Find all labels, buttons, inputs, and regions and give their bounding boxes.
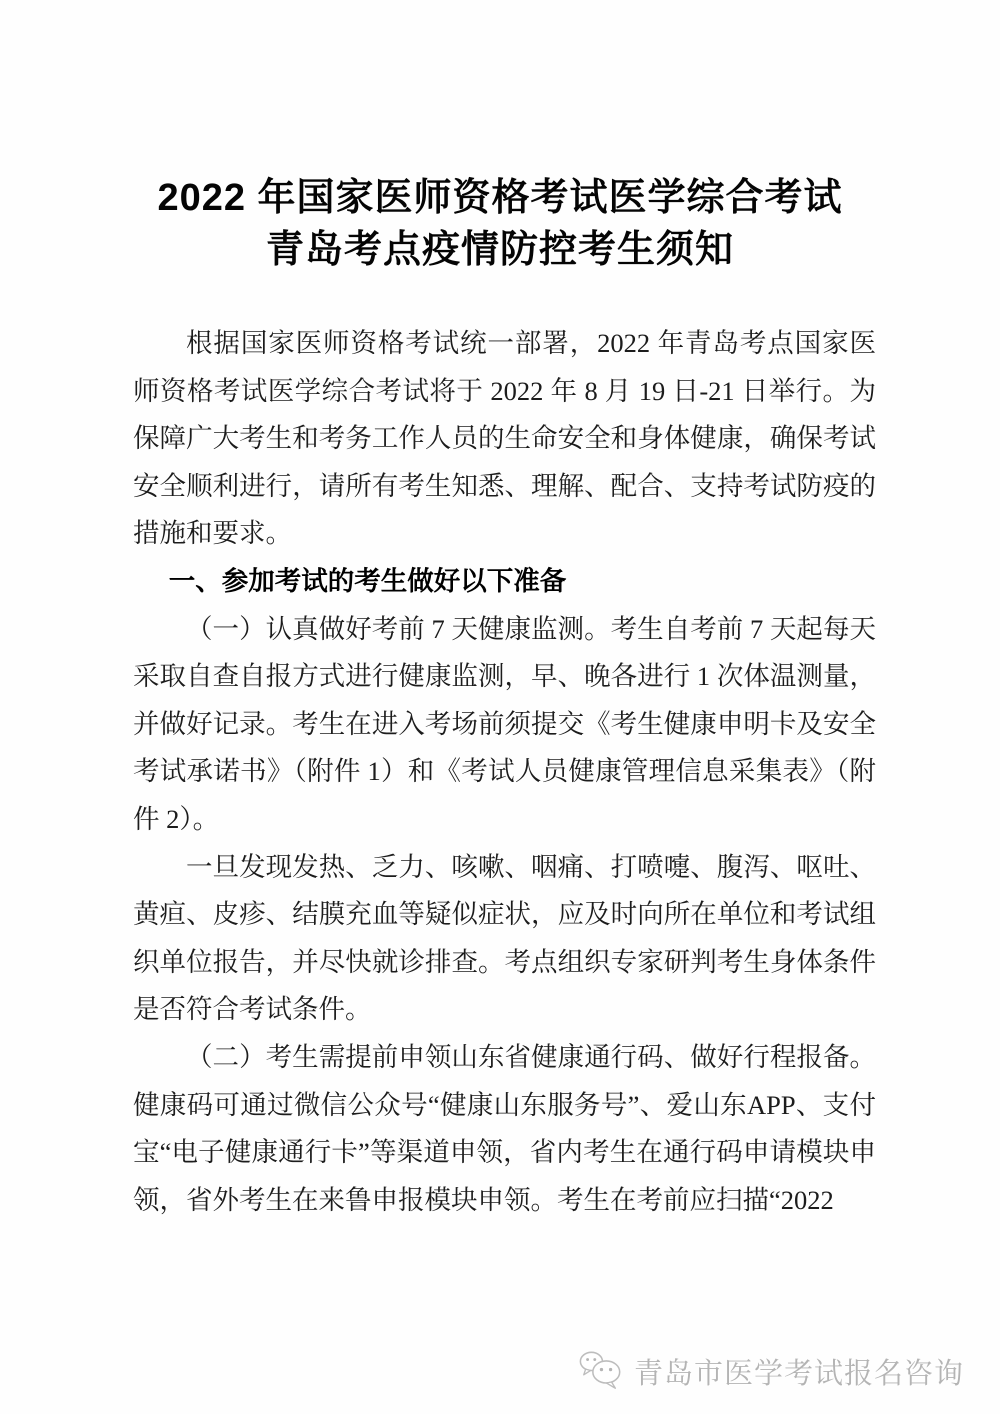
- section-heading-1: 一、参加考试的考生做好以下准备: [168, 565, 567, 596]
- paragraph-item-1-health-monitoring: （一）认真做好考前 7 天健康监测。考生自考前 7 天起每天采取自查自报方式进行健康监测，早、晚各进行 1 次体温测量，并做好记录。考生在进入考场前须提交《考生健康申明卡及安全考试承诺书》（附件 1）和《考试人员健康管理信息采集表》（附件 2）。: [133, 613, 876, 834]
- wechat-icon: [578, 1348, 624, 1394]
- watermark-label: 青岛市医学考试报名咨询: [633, 1357, 964, 1390]
- title-line-1: 2022 年国家医师资格考试医学综合考试: [157, 177, 843, 219]
- paragraph-symptom-reporting: 一旦发现发热、乏力、咳嗽、咽痛、打喷嚏、腹泻、呕吐、黄疸、皮疹、结膜充血等疑似症状，应及时向所在单位和考试组织单位报告，并尽快就诊排查。考点组织专家研判考生身体条件是否符合考试条件。: [133, 851, 876, 1025]
- watermark-footer: [578, 1346, 964, 1396]
- paragraph-intro: 根据国家医师资格考试统一部署，2022 年青岛考点国家医师资格考试医学综合考试将于 2022 年 8 月 19 日-21 日举行。为保障广大考生和考务工作人员的生命安全和身体健康，确保考试安全顺利进行，请所有考生知悉、理解、配合、支持考试防疫的措施和要求。: [133, 328, 876, 549]
- document-body: [133, 320, 876, 1224]
- paragraph-item-2-health-code: （二）考生需提前申领山东省健康通行码、做好行程报备。健康码可通过微信公众号“健康山东服务号”、爱山东APP、支付宝“电子健康通行卡”等渠道申领，省内考生在通行码申请模块申领，省外考生在来鲁申报模块申领。考生在考前应扫描“2022: [133, 1041, 876, 1215]
- document-title: [0, 0, 1000, 276]
- title-line-2: 青岛考点疫情防控考生须知: [265, 229, 734, 271]
